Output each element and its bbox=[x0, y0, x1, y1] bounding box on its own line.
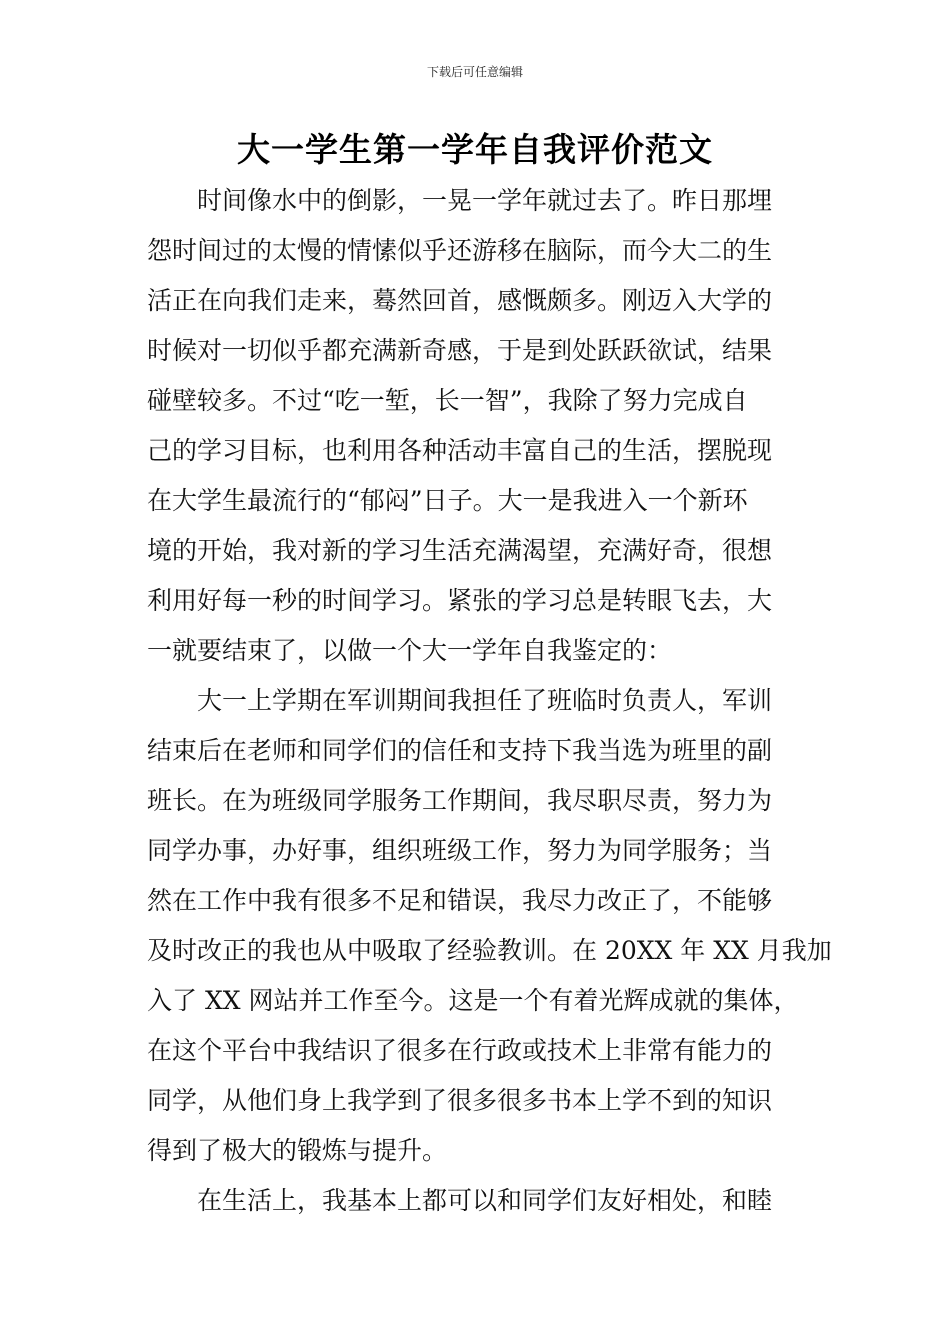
text-line: 在这个平台中我结识了很多在行政或技术上非常有能力的 bbox=[147, 1036, 773, 1065]
text-line: 在生活上，我基本上都可以和同学们友好相处，和睦 bbox=[197, 1186, 773, 1215]
text-line: 怨时间过的太慢的情愫似乎还游移在脑际，而今大二的生 bbox=[147, 236, 773, 265]
text-line: 结束后在老师和同学们的信任和支持下我当选为班里的副 bbox=[147, 736, 773, 765]
text-line: 大一上学期在军训期间我担任了班临时负责人，军训 bbox=[197, 686, 773, 715]
paragraph-1 bbox=[147, 176, 811, 676]
text-line: 时候对一切似乎都充满新奇感，于是到处跃跃欲试，结果 bbox=[147, 336, 773, 365]
text-line: 然在工作中我有很多不足和错误，我尽力改正了，不能够 bbox=[147, 886, 773, 915]
paragraph-3 bbox=[147, 1176, 811, 1226]
text-line: 己的学习目标，也利用各种活动丰富自己的生活，摆脱现 bbox=[147, 436, 773, 465]
text-line: 时间像水中的倒影，一晃一学年就过去了。昨日那埋 bbox=[197, 186, 773, 215]
text-line: 班长。在为班级同学服务工作期间，我尽职尽责，努力为 bbox=[147, 786, 773, 815]
text-line: 境的开始，我对新的学习生活充满渴望，充满好奇，很想 bbox=[147, 536, 773, 565]
text-line: 同学，从他们身上我学到了很多很多书本上学不到的知识 bbox=[147, 1086, 773, 1115]
document-body bbox=[147, 176, 832, 1226]
text-line: 得到了极大的锻炼与提升。 bbox=[147, 1136, 448, 1165]
text-line: 入了 XX 网站并工作至今。这是一个有着光辉成就的集体， bbox=[147, 986, 799, 1015]
text-line: 在大学生最流行的“郁闷”日子。大一是我进入一个新环 bbox=[147, 486, 748, 515]
text-line: 及时改正的我也从中吸取了经验教训。在 20XX 年 XX 月我加 bbox=[147, 936, 832, 965]
text-line: 同学办事，办好事，组织班级工作，努力为同学服务；当 bbox=[147, 836, 773, 865]
text-line: 利用好每一秒的时间学习。紧张的学习总是转眼飞去，大 bbox=[147, 586, 773, 615]
text-line: 一就要结束了，以做一个大一学年自我鉴定的： bbox=[147, 636, 673, 665]
document-title: 大一学生第一学年自我评价范文 bbox=[237, 130, 713, 169]
text-line: 活正在向我们走来，蓦然回首，感慨颇多。刚迈入大学的 bbox=[147, 286, 773, 315]
text-line: 碰壁较多。不过“吃一堑，长一智”，我除了努力完成自 bbox=[147, 386, 748, 415]
header-note: 下载后可任意编辑 bbox=[426, 65, 523, 79]
paragraph-2 bbox=[147, 676, 832, 1176]
